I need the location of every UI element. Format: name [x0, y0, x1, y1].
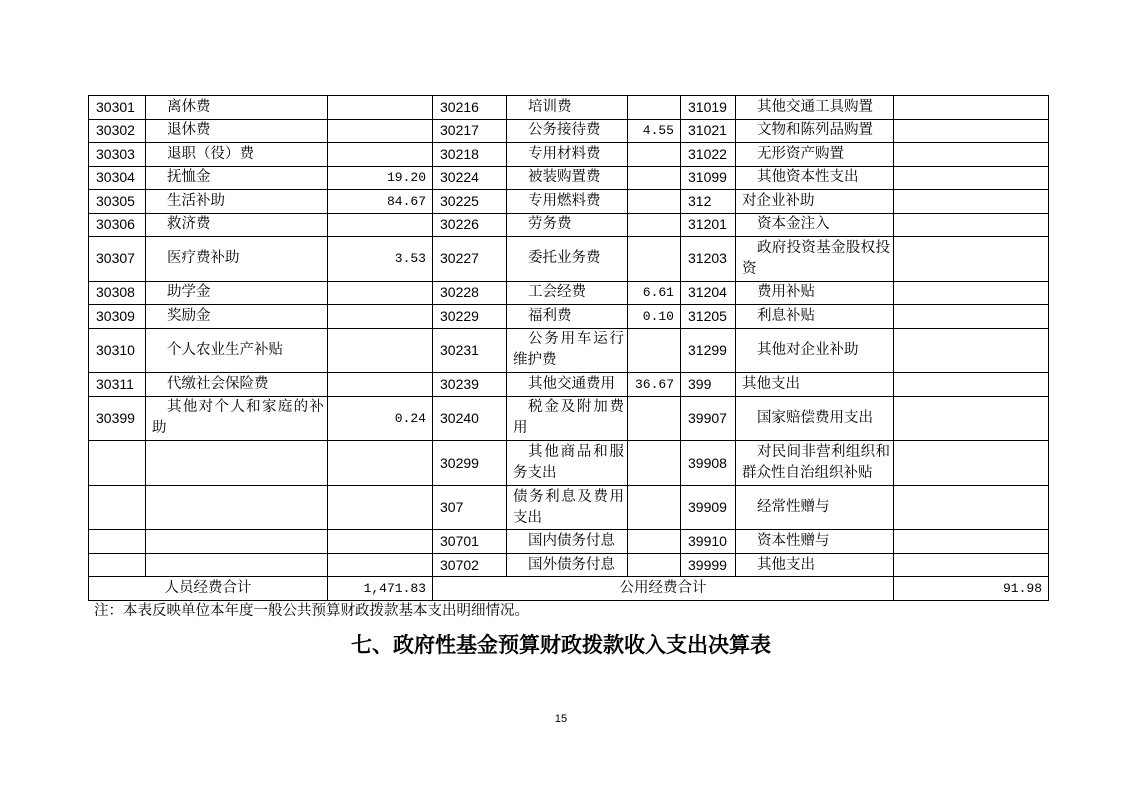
item-amount — [328, 281, 433, 305]
item-name: 退职（役）费 — [146, 143, 328, 167]
item-name: 专用燃料费 — [507, 190, 628, 214]
item-amount — [328, 441, 433, 486]
item-amount: 84.67 — [328, 190, 433, 214]
item-amount — [328, 530, 433, 554]
item-name: 其他支出 — [736, 373, 894, 397]
item-amount — [894, 166, 1049, 190]
item-code: 30299 — [433, 441, 507, 486]
item-name: 国内债务付息 — [507, 530, 628, 554]
item-code: 30226 — [433, 213, 507, 237]
item-name: 其他交通费用 — [507, 373, 628, 397]
item-name — [146, 530, 328, 554]
item-code: 30304 — [89, 166, 146, 190]
item-name: 个人农业生产补贴 — [146, 328, 328, 373]
item-amount — [328, 119, 433, 143]
table-row — [89, 190, 1049, 214]
item-name — [146, 441, 328, 486]
item-amount — [628, 166, 681, 190]
item-amount — [328, 553, 433, 577]
item-name: 劳务费 — [507, 213, 628, 237]
item-amount — [328, 485, 433, 530]
item-name: 救济费 — [146, 213, 328, 237]
table-row — [89, 328, 1049, 373]
item-amount — [894, 96, 1049, 120]
table-row — [89, 373, 1049, 397]
item-name: 国家赔偿费用支出 — [736, 396, 894, 441]
item-code: 30302 — [89, 119, 146, 143]
item-code: 31019 — [681, 96, 736, 120]
item-name: 委托业务费 — [507, 237, 628, 282]
item-code: 31022 — [681, 143, 736, 167]
item-name: 其他资本性支出 — [736, 166, 894, 190]
item-code: 30311 — [89, 373, 146, 397]
item-amount — [894, 119, 1049, 143]
item-code: 30308 — [89, 281, 146, 305]
item-code: 30310 — [89, 328, 146, 373]
item-code: 307 — [433, 485, 507, 530]
item-name: 奖励金 — [146, 305, 328, 329]
item-name: 公务接待费 — [507, 119, 628, 143]
item-code: 31299 — [681, 328, 736, 373]
item-amount: 6.61 — [628, 281, 681, 305]
item-amount — [894, 530, 1049, 554]
basic-expenditure-detail-table — [88, 95, 1049, 601]
item-amount — [894, 305, 1049, 329]
table-row — [89, 485, 1049, 530]
item-code: 31099 — [681, 166, 736, 190]
item-code: 30225 — [433, 190, 507, 214]
item-amount — [894, 190, 1049, 214]
item-code: 39908 — [681, 441, 736, 486]
item-name — [146, 553, 328, 577]
item-amount — [328, 328, 433, 373]
totals-row — [89, 577, 1049, 601]
item-code — [89, 441, 146, 486]
item-name: 公务用车运行维护费 — [507, 328, 628, 373]
table-row — [89, 237, 1049, 282]
personnel-total-label: 人员经费合计 — [89, 577, 328, 601]
item-amount: 0.10 — [628, 305, 681, 329]
item-code — [89, 485, 146, 530]
table-row — [89, 441, 1049, 486]
item-amount — [628, 213, 681, 237]
item-name: 专用材料费 — [507, 143, 628, 167]
item-name: 无形资产购置 — [736, 143, 894, 167]
item-code — [89, 553, 146, 577]
item-code: 30702 — [433, 553, 507, 577]
item-code: 30224 — [433, 166, 507, 190]
item-amount: 4.55 — [628, 119, 681, 143]
item-name: 退休费 — [146, 119, 328, 143]
item-name: 国外债务付息 — [507, 553, 628, 577]
item-name: 代缴社会保险费 — [146, 373, 328, 397]
item-code: 39907 — [681, 396, 736, 441]
item-name: 其他支出 — [736, 553, 894, 577]
item-name: 政府投资基金股权投资 — [736, 237, 894, 282]
item-amount: 0.24 — [328, 396, 433, 441]
table-row — [89, 305, 1049, 329]
item-amount — [628, 441, 681, 486]
item-amount — [894, 396, 1049, 441]
item-name: 利息补贴 — [736, 305, 894, 329]
item-code: 31201 — [681, 213, 736, 237]
item-name: 被装购置费 — [507, 166, 628, 190]
item-code: 30305 — [89, 190, 146, 214]
item-name: 对企业补助 — [736, 190, 894, 214]
item-amount — [628, 485, 681, 530]
item-name: 债务利息及费用支出 — [507, 485, 628, 530]
table-row — [89, 281, 1049, 305]
item-amount — [894, 143, 1049, 167]
item-amount: 36.67 — [628, 373, 681, 397]
item-amount — [628, 530, 681, 554]
item-code: 30229 — [433, 305, 507, 329]
public-total-amount: 91.98 — [894, 577, 1049, 601]
item-code: 30228 — [433, 281, 507, 305]
item-code: 30309 — [89, 305, 146, 329]
item-name: 离休费 — [146, 96, 328, 120]
item-code: 39910 — [681, 530, 736, 554]
item-amount — [894, 237, 1049, 282]
item-amount — [894, 441, 1049, 486]
item-amount — [328, 143, 433, 167]
item-amount — [894, 281, 1049, 305]
item-code: 30227 — [433, 237, 507, 282]
table-row — [89, 530, 1049, 554]
item-name: 其他对企业补助 — [736, 328, 894, 373]
table-row — [89, 166, 1049, 190]
item-amount — [628, 328, 681, 373]
item-amount — [628, 396, 681, 441]
item-name: 文物和陈列品购置 — [736, 119, 894, 143]
item-code: 30399 — [89, 396, 146, 441]
item-name: 税金及附加费用 — [507, 396, 628, 441]
item-amount — [328, 213, 433, 237]
item-amount — [328, 305, 433, 329]
item-amount — [328, 96, 433, 120]
item-amount — [894, 553, 1049, 577]
item-code: 31203 — [681, 237, 736, 282]
item-amount — [628, 143, 681, 167]
item-amount — [328, 373, 433, 397]
item-amount — [894, 328, 1049, 373]
item-name: 其他对个人和家庭的补助 — [146, 396, 328, 441]
public-total-label: 公用经费合计 — [433, 577, 894, 601]
table-note: 注：本表反映单位本年度一般公共预算财政拨款基本支出明细情况。 — [94, 603, 529, 619]
item-code: 30240 — [433, 396, 507, 441]
table-body — [89, 96, 1049, 601]
item-code: 31204 — [681, 281, 736, 305]
item-name: 其他交通工具购置 — [736, 96, 894, 120]
item-name: 资本金注入 — [736, 213, 894, 237]
item-code: 30303 — [89, 143, 146, 167]
item-name: 其他商品和服务支出 — [507, 441, 628, 486]
table-row — [89, 213, 1049, 237]
item-code: 30218 — [433, 143, 507, 167]
item-name: 医疗费补助 — [146, 237, 328, 282]
section-title: 七、政府性基金预算财政拨款收入支出决算表 — [351, 632, 771, 657]
item-name: 对民间非营利组织和群众性自治组织补贴 — [736, 441, 894, 486]
item-amount — [894, 373, 1049, 397]
item-name: 福利费 — [507, 305, 628, 329]
table-row — [89, 96, 1049, 120]
item-code: 30301 — [89, 96, 146, 120]
item-code — [89, 530, 146, 554]
table-row — [89, 553, 1049, 577]
item-amount — [628, 553, 681, 577]
item-amount — [628, 96, 681, 120]
item-amount — [894, 213, 1049, 237]
item-code: 30306 — [89, 213, 146, 237]
item-code: 31021 — [681, 119, 736, 143]
item-code: 30239 — [433, 373, 507, 397]
item-code: 399 — [681, 373, 736, 397]
item-name: 工会经费 — [507, 281, 628, 305]
item-name: 助学金 — [146, 281, 328, 305]
item-code: 312 — [681, 190, 736, 214]
item-name: 资本性赠与 — [736, 530, 894, 554]
item-amount: 19.20 — [328, 166, 433, 190]
item-code: 31205 — [681, 305, 736, 329]
item-name: 抚恤金 — [146, 166, 328, 190]
item-code: 30701 — [433, 530, 507, 554]
item-name: 经常性赠与 — [736, 485, 894, 530]
item-code: 39999 — [681, 553, 736, 577]
table-row — [89, 119, 1049, 143]
item-name — [146, 485, 328, 530]
item-code: 39909 — [681, 485, 736, 530]
item-code: 30231 — [433, 328, 507, 373]
item-code: 30216 — [433, 96, 507, 120]
table-row — [89, 143, 1049, 167]
page-number: 15 — [554, 713, 568, 725]
item-name: 培训费 — [507, 96, 628, 120]
table-row — [89, 396, 1049, 441]
item-code: 30307 — [89, 237, 146, 282]
item-name: 生活补助 — [146, 190, 328, 214]
item-amount: 3.53 — [328, 237, 433, 282]
item-amount — [628, 190, 681, 214]
item-code: 30217 — [433, 119, 507, 143]
personnel-total-amount: 1,471.83 — [328, 577, 433, 601]
item-amount — [628, 237, 681, 282]
item-amount — [894, 485, 1049, 530]
item-name: 费用补贴 — [736, 281, 894, 305]
